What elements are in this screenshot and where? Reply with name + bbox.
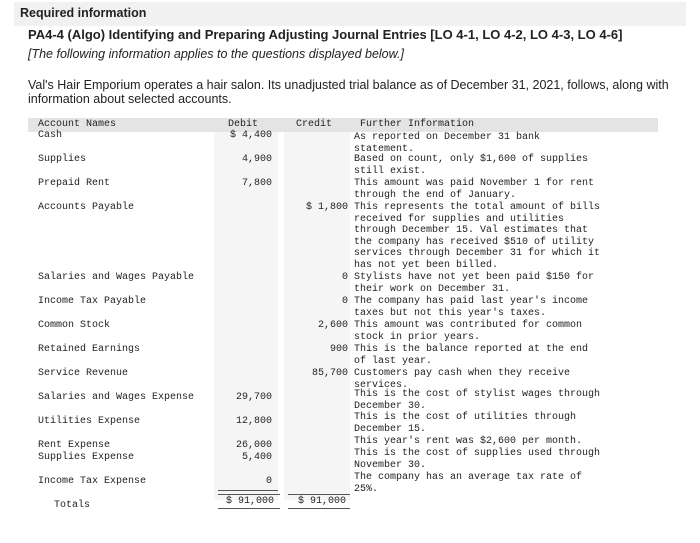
table-row-account: Salaries and Wages Payable xyxy=(38,272,195,283)
trial-balance-table xyxy=(28,116,658,511)
further-information-header: Further Information xyxy=(360,119,475,130)
table-row-debit: 12,800 xyxy=(235,416,272,427)
table-row-info: This is the cost of utilities through December 15. xyxy=(354,412,577,435)
table-row-debit: 0 xyxy=(265,476,272,487)
table-row-info: This is the cost of stylist wages through December 30. xyxy=(354,389,601,412)
totals-label: Totals xyxy=(54,500,91,511)
table-row-account: Accounts Payable xyxy=(38,202,135,213)
table-row-info: This amount was contributed for common stock in prior years. xyxy=(354,320,583,343)
credit-header: Credit xyxy=(296,119,333,130)
table-row-debit: 4,900 xyxy=(241,154,272,165)
required-information-label: Required information xyxy=(20,6,147,20)
debit-total: $ 91,000 xyxy=(225,496,274,507)
table-row-account: Service Revenue xyxy=(38,368,129,379)
table-row-account: Supplies Expense xyxy=(38,452,135,463)
debit-header: Debit xyxy=(228,119,259,130)
table-row-account: Income Tax Expense xyxy=(38,476,147,487)
table-row-account: Salaries and Wages Expense xyxy=(38,392,195,403)
table-row-credit: 900 xyxy=(329,344,348,355)
table-row-credit: 0 xyxy=(341,272,348,283)
table-row-account: Common Stock xyxy=(38,320,111,331)
credit-column-shade xyxy=(284,132,350,500)
table-row-debit: 5,400 xyxy=(241,452,272,463)
table-row-credit: 0 xyxy=(341,296,348,307)
table-row-info: Customers pay cash when they receive services. xyxy=(354,368,571,391)
problem-title: PA4-4 (Algo) Identifying and Preparing Adjusting Journal Entries [LO 4-1, LO 4-2, LO 4-3, LO 4-6] xyxy=(28,27,623,42)
instruction-note: [The following information applies to the questions displayed below.] xyxy=(28,47,404,61)
credit-total: $ 91,000 xyxy=(297,496,346,507)
table-row-info: The company has paid last year's income taxes but not this year's taxes. xyxy=(354,296,589,319)
table-row-account: Rent Expense xyxy=(38,440,111,451)
table-row-account: Prepaid Rent xyxy=(38,178,111,189)
table-row-info: This year's rent was $2,600 per month. xyxy=(354,436,583,447)
table-row-account: Utilities Expense xyxy=(38,416,141,427)
table-row-info: This amount was paid November 1 for rent through the end of January. xyxy=(354,178,595,201)
table-row-info: This is the balance reported at the end of last year. xyxy=(354,344,589,367)
table-row-debit: 7,800 xyxy=(241,178,272,189)
table-row-info: This is the cost of supplies used through November 30. xyxy=(354,448,601,471)
table-row-debit: $ 4,400 xyxy=(229,130,272,141)
table-row-account: Supplies xyxy=(38,154,87,165)
table-row-credit: 2,600 xyxy=(317,320,348,331)
table-header-band xyxy=(28,118,658,132)
table-row-info: Stylists have not yet been paid $150 for their work on December 31. xyxy=(354,272,595,295)
table-row-debit: 26,000 xyxy=(235,440,272,451)
table-row-account: Income Tax Payable xyxy=(38,296,147,307)
intro-paragraph: Val's Hair Emporium operates a hair salon. Its unadjusted trial balance as of December 31, 2021, follows, along with information about selected accounts. xyxy=(28,78,669,106)
table-row-account: Retained Earnings xyxy=(38,344,141,355)
table-row-info: As reported on December 31 bank statement. xyxy=(354,132,541,155)
required-information-bar xyxy=(14,2,686,26)
account-names-header: Account Names xyxy=(38,119,117,130)
table-row-credit: 85,700 xyxy=(311,368,348,379)
table-row-info: The company has an average tax rate of 25%. xyxy=(354,472,583,495)
table-row-info: This represents the total amount of bills received for supplies and utilities through December 15. Val estimates that the company has received $510 of utility services through December 31 for which it has not yet been billed. xyxy=(354,202,601,271)
table-row-debit: 29,700 xyxy=(235,392,272,403)
table-row-credit: $ 1,800 xyxy=(305,202,348,213)
table-row-account: Cash xyxy=(38,130,63,141)
debit-subtotal-rule xyxy=(218,490,278,491)
table-row-info: Based on count, only $1,600 of supplies still exist. xyxy=(354,154,589,177)
